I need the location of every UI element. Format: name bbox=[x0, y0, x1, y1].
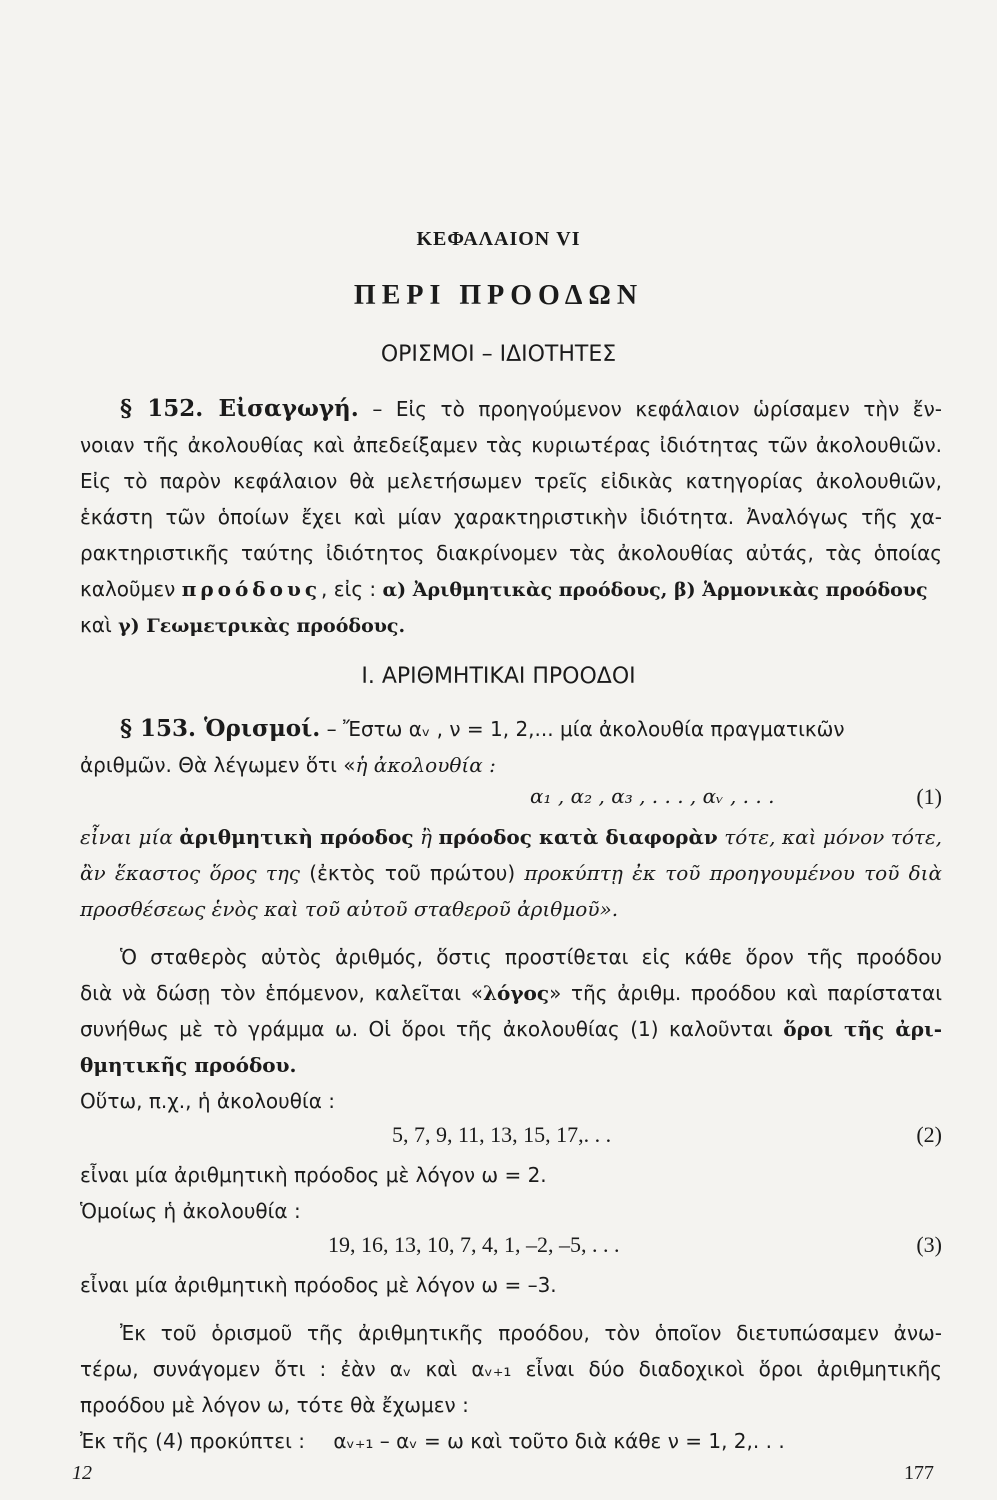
p152-line-6 bbox=[80, 572, 942, 607]
p153-line-12: Ὁμοίως ἡ ἀκολουθία : bbox=[80, 1199, 301, 1223]
p153-line-10: Οὕτω, π.χ., ἡ ἀκολουθία : bbox=[80, 1089, 336, 1113]
chapter-label: ΚΕΦΑΛΑΙΟΝ VI bbox=[416, 228, 581, 250]
p153-line-2 bbox=[80, 748, 942, 782]
p153-line-11: εἶναι μία ἀριθμητικὴ πρόοδος μὲ λόγον ω = 2. bbox=[80, 1163, 547, 1187]
page-number: 177 bbox=[904, 1462, 934, 1484]
p153-l2-b: ἡ ἀκολουθία : bbox=[355, 753, 496, 777]
p153-line-3 bbox=[80, 820, 942, 854]
p152-l6-b: προόδους bbox=[181, 577, 322, 601]
p152-line-5: ρακτηριστικῆς ταύτης ἰδιότητος διακρίνομεν τὰς ἀκολουθίας αὐτάς, τὰς ὁποίας bbox=[80, 541, 942, 565]
p153-line-4 bbox=[80, 856, 942, 890]
equation-number-2: (2) bbox=[916, 1122, 942, 1147]
p152-line-3: Εἰς τὸ παρὸν κεφάλαιον θὰ μελετήσωμεν τρεῖς εἰδικὰς κατηγορίας ἀκολουθιῶν, bbox=[80, 469, 942, 493]
p153-l4-c: προκύπτῃ ἐκ τοῦ προηγουμένου τοῦ διὰ bbox=[524, 861, 942, 885]
p153-line-16: προόδου μὲ λόγον ω, τότε θὰ ἔχωμεν : bbox=[80, 1393, 469, 1417]
p153-l6: Ὁ σταθερὸς αὐτὸς ἀριθμός, ὅστις προστίθεται εἰς κάθε ὅρον τῆς προόδου bbox=[120, 945, 942, 969]
subsection-title: Ι. ΑΡΙΘΜΗΤΙΚΑΙ ΠΡΟΟΔΟΙ bbox=[361, 664, 636, 689]
p152-line-4: ἑκάστη τῶν ὁποίων ἔχει καὶ μίαν χαρακτηριστικὴν ἰδιότητα. Ἀναλόγως τῆς χα- bbox=[80, 505, 942, 529]
p153-l3-b: ἀριθμητικὴ πρόοδος bbox=[179, 825, 414, 849]
p153-l3-a: εἶναι μία bbox=[80, 825, 173, 849]
p153-l17-b: αᵥ₊₁ – αᵥ = ω καὶ τοῦτο διὰ κάθε ν = 1, 2,. . . bbox=[333, 1429, 785, 1453]
p153-l4-b: (ἐκτὸς τοῦ πρώτου) bbox=[309, 861, 516, 885]
p153-line-7 bbox=[80, 976, 942, 1010]
p152-l7-b: γ) Γεωμετρικὰς προόδους. bbox=[118, 615, 406, 637]
p153-line-13: εἶναι μία ἀριθμητικὴ πρόοδος μὲ λόγον ω = –3. bbox=[80, 1273, 557, 1297]
equation-number-3: (3) bbox=[916, 1232, 942, 1257]
p153-line-17 bbox=[80, 1424, 880, 1458]
p152-l6-a: καλοῦμεν bbox=[80, 577, 176, 601]
p153-l3-e: τότε, καὶ μόνον τότε, bbox=[724, 825, 943, 849]
p152-l6-c: , εἰς : bbox=[321, 577, 377, 601]
p153-l14: Ἐκ τοῦ ὁρισμοῦ τῆς ἀριθμητικῆς προόδου, τὸν ὁποῖον διετυπώσαμεν ἀνω- bbox=[120, 1321, 942, 1345]
p153-line-15: τέρω, συνάγομεν ὅτι : ἐὰν αᵥ καὶ αᵥ₊₁ εἶναι δύο διαδοχικοὶ ὅροι ἀριθμητικῆς bbox=[80, 1357, 942, 1381]
chapter-title: ΠΕΡΙ ΠΡΟΟΔΩΝ bbox=[353, 280, 644, 311]
p153-text-1: – Ἔστω αᵥ , ν = 1, 2,... μία ἀκολουθία πραγματικῶν bbox=[326, 717, 845, 741]
signature-mark: 12 bbox=[72, 1462, 92, 1484]
p153-line-5: προσθέσεως ἑνὸς καὶ τοῦ αὐτοῦ σταθεροῦ ἀριθμοῦ». bbox=[80, 897, 619, 921]
p153-l2-a: ἀριθμῶν. Θὰ λέγωμεν ὅτι « bbox=[80, 753, 356, 777]
p153-l7-a: διὰ νὰ δώσῃ τὸν ἑπόμενον, καλεῖται « bbox=[80, 981, 483, 1005]
p153-line-9: θμητικῆς προόδου. bbox=[80, 1053, 297, 1077]
p152-line-1 bbox=[80, 392, 942, 426]
p152-line-7 bbox=[80, 608, 942, 643]
p153-l4-a: ἂν ἕκαστος ὅρος της bbox=[80, 861, 301, 885]
p153-l8-b: ὅροι τῆς ἀρι- bbox=[783, 1017, 942, 1041]
section-152-heading: § 152. Εἰσαγωγή. bbox=[120, 395, 359, 422]
p153-l3-d: πρόοδος κατὰ διαφορὰν bbox=[438, 825, 718, 849]
p153-l17-a: Ἐκ τῆς (4) προκύπτει : bbox=[80, 1429, 305, 1453]
p153-l3-c: ἢ bbox=[420, 825, 432, 849]
section-153-heading: § 153. Ὁρισμοί. bbox=[120, 715, 321, 742]
p153-l7-c: » τῆς ἀριθμ. προόδου καὶ παρίσταται bbox=[549, 981, 943, 1005]
p153-l7-b: λόγος bbox=[482, 981, 550, 1005]
sequence-1: α₁ , α₂ , α₃ , . . . , αᵥ , . . . bbox=[530, 784, 775, 808]
p152-text-1: – Εἰς τὸ προηγούμενον κεφάλαιον ὡρίσαμεν τὴν ἔν- bbox=[372, 397, 943, 421]
p153-line-6 bbox=[80, 940, 942, 974]
sequence-3: 19, 16, 13, 10, 7, 4, 1, –2, –5, . . . bbox=[328, 1232, 620, 1257]
p153-l8-a: συνήθως μὲ τὸ γράμμα ω. Οἱ ὅροι τῆς ἀκολουθίας (1) καλοῦνται bbox=[80, 1017, 773, 1041]
p153-line-8 bbox=[80, 1012, 942, 1046]
equation-number-1: (1) bbox=[916, 784, 942, 809]
sequence-2: 5, 7, 9, 11, 13, 15, 17,. . . bbox=[392, 1122, 612, 1147]
p152-line-2: νοιαν τῆς ἀκολουθίας καὶ ἀπεδείξαμεν τὰς κυριωτέρας ἰδιότητας τῶν ἀκολουθιῶν. bbox=[80, 433, 942, 457]
section-title: ΟΡΙΣΜΟΙ – ΙΔΙΟΤΗΤΕΣ bbox=[380, 342, 617, 367]
p152-l7-a: καὶ bbox=[80, 613, 112, 637]
p153-line-14 bbox=[80, 1316, 942, 1350]
p152-l6-d: α) Ἀριθμητικὰς προόδους, β) Ἁρμονικὰς προόδους bbox=[382, 579, 928, 601]
p153-line-1 bbox=[80, 712, 942, 746]
